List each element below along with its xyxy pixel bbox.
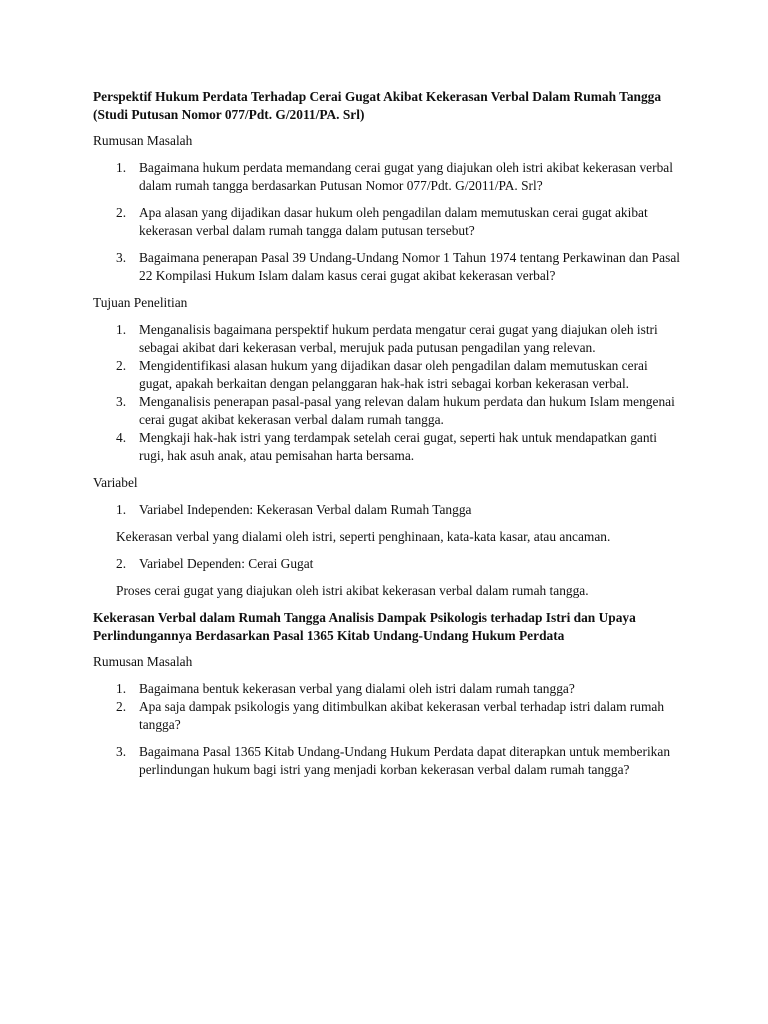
section2-rumusan-heading: Rumusan Masalah [93,654,193,669]
list-item [93,429,683,465]
list-text: Mengkaji hak-hak istri yang terdampak setelah cerai gugat, seperti hak untuk mendapatkan ganti rugi, hak asuh anak, atau pemisahan harta bersama. [139,430,657,463]
list-number: 1. [116,502,127,517]
list-text: Mengidentifikasi alasan hukum yang dijadikan dasar oleh pengadilan dalam memutuskan cerai gugat, apakah berkaitan dengan pelanggaran hak-hak istri sebagai korban kekerasan verbal. [139,358,648,391]
section1-title: Perspektif Hukum Perdata Terhadap Cerai Gugat Akibat Kekerasan Verbal Dalam Rumah Tangga (Studi Putusan Nomor 077/Pdt. G/2011/PA. Srl) [93,89,662,122]
section1-variabel-list-2 [93,555,683,573]
list-text: Bagaimana hukum perdata memandang cerai gugat yang diajukan oleh istri akibat kekerasan verbal dalam rumah tangga berdasarkan Putusan Nomor 077/Pdt. G/2011/PA. Srl? [139,160,673,193]
section1-tujuan-heading: Tujuan Penelitian [93,295,188,310]
document-page [93,88,683,779]
variabel-independen-description: Kekerasan verbal yang dialami oleh istri, seperti penghinaan, kata-kata kasar, atau ancaman. [116,529,611,544]
list-text: Apa saja dampak psikologis yang ditimbulkan akibat kekerasan verbal terhadap istri dalam rumah tangga? [139,699,665,732]
list-text: Bagaimana bentuk kekerasan verbal yang dialami oleh istri dalam rumah tangga? [139,681,575,696]
list-number: 2. [116,556,127,571]
list-number: 1. [116,160,127,175]
list-text: Variabel Dependen: Cerai Gugat [139,556,314,571]
list-item [93,555,683,573]
list-item [93,204,683,240]
list-text: Menganalisis penerapan pasal-pasal yang relevan dalam hukum perdata dan hukum Islam mengenai cerai gugat akibat kekerasan verbal dalam rumah tangga. [139,394,675,427]
section2-rumusan-list [93,680,683,779]
list-number: 3. [116,744,127,759]
list-number: 1. [116,681,127,696]
list-item [93,501,683,519]
list-text: Bagaimana Pasal 1365 Kitab Undang-Undang Hukum Perdata dapat diterapkan untuk memberikan perlindungan hukum bagi istri yang menjadi korban kekerasan verbal dalam rumah tangga? [139,744,671,777]
section2-title: Kekerasan Verbal dalam Rumah Tangga Analisis Dampak Psikologis terhadap Istri dan Upaya Perlindungannya Berdasarkan Pasal 1365 Kitab Undang-Undang Hukum Perdata [93,610,636,643]
list-item [93,159,683,195]
list-text: Apa alasan yang dijadikan dasar hukum oleh pengadilan dalam memutuskan cerai gugat akibat kekerasan verbal dalam rumah tangga dalam putusan tersebut? [139,205,648,238]
list-number: 1. [116,322,127,337]
list-number: 3. [116,394,127,409]
section1-rumusan-list [93,159,683,285]
list-item [93,249,683,285]
variabel-dependen-description: Proses cerai gugat yang diajukan oleh istri akibat kekerasan verbal dalam rumah tangga. [116,583,589,598]
list-item [93,321,683,357]
list-number: 2. [116,358,127,373]
section1-rumusan-heading: Rumusan Masalah [93,133,193,148]
list-number: 4. [116,430,127,445]
list-number: 3. [116,250,127,265]
list-text: Bagaimana penerapan Pasal 39 Undang-Undang Nomor 1 Tahun 1974 tentang Perkawinan dan Pasal 22 Kompilasi Hukum Islam dalam kasus cerai gugat akibat kekerasan verbal? [139,250,680,283]
section1-variabel-list-1 [93,501,683,519]
list-text: Menganalisis bagaimana perspektif hukum perdata mengatur cerai gugat yang diajukan oleh istri sebagai akibat dari kekerasan verbal, merujuk pada putusan pengadilan yang relevan. [139,322,658,355]
list-item [93,698,683,734]
list-number: 2. [116,205,127,220]
list-item [93,393,683,429]
list-text: Variabel Independen: Kekerasan Verbal dalam Rumah Tangga [139,502,472,517]
section1-variabel-heading: Variabel [93,475,138,490]
section1-tujuan-list [93,321,683,465]
list-item [93,357,683,393]
list-item [93,680,683,698]
list-number: 2. [116,699,127,714]
list-item [93,743,683,779]
